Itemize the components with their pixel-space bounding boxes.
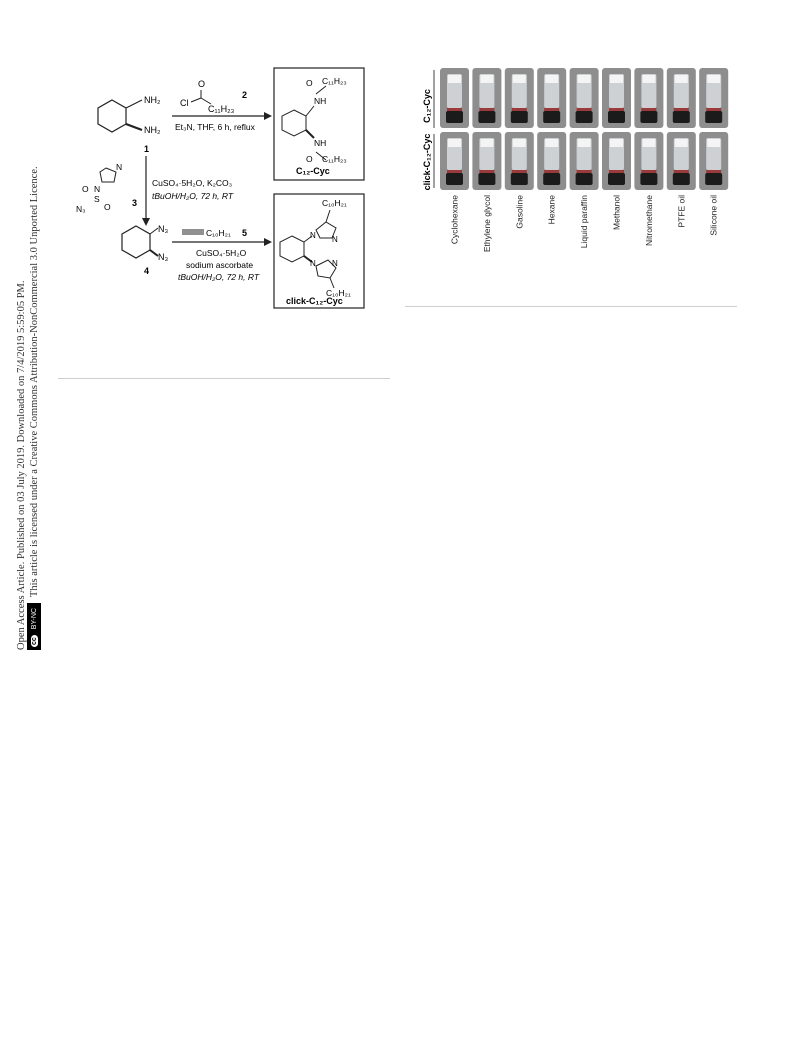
svg-text:N₃: N₃ bbox=[158, 224, 169, 234]
solvent-label: Hexane bbox=[546, 195, 557, 225]
divider-right bbox=[405, 306, 737, 307]
vial-cell bbox=[537, 68, 566, 128]
svg-text:N: N bbox=[94, 184, 101, 194]
vial-cell bbox=[505, 68, 534, 128]
reagent-3 bbox=[76, 162, 137, 214]
vial-cell bbox=[602, 68, 631, 128]
svg-text:N: N bbox=[310, 259, 316, 268]
row-label-c12-cyc: C₁₂-Cyc bbox=[422, 89, 432, 123]
svg-text:4: 4 bbox=[144, 266, 150, 276]
solvent-label: Ethylene glycol bbox=[481, 195, 492, 253]
svg-text:S: S bbox=[94, 194, 100, 204]
step2-line1: CuSO₄·5H₂O, K₂CO₃ bbox=[152, 178, 233, 188]
svg-text:O: O bbox=[82, 184, 89, 194]
license-badge-text: BY-NC bbox=[30, 608, 38, 630]
svg-text:N: N bbox=[116, 162, 123, 172]
svg-text:1: 1 bbox=[144, 144, 150, 154]
margin-note-line2: This article is licensed under a Creative Commons Attribution-NonCommercial 3.0 Unported Licence. bbox=[28, 166, 40, 598]
svg-text:2: 2 bbox=[242, 90, 248, 100]
step1-conditions: Et₃N, THF, 6 h, reflux bbox=[175, 122, 255, 132]
synthesis-scheme bbox=[60, 60, 380, 320]
vial-cell bbox=[570, 68, 599, 128]
compound-1 bbox=[98, 95, 161, 154]
solvent-label: Cyclohexane bbox=[449, 195, 460, 245]
vial-cell bbox=[699, 68, 728, 128]
vial-cell bbox=[440, 68, 469, 128]
svg-text:N: N bbox=[332, 259, 338, 268]
cc-license-badge[interactable] bbox=[27, 603, 41, 650]
reagent-2 bbox=[180, 79, 247, 114]
solvent-label: Silicone oil bbox=[708, 195, 719, 236]
vial-cell bbox=[634, 132, 663, 190]
svg-text:NH: NH bbox=[314, 138, 327, 148]
vial-cell bbox=[667, 68, 696, 128]
vial-cell bbox=[699, 132, 728, 190]
arrow-step3 bbox=[172, 238, 272, 246]
svg-text:O: O bbox=[198, 79, 206, 89]
svg-text:NH₂: NH₂ bbox=[144, 125, 161, 135]
vial-cell bbox=[472, 68, 501, 128]
cc-icon: cc bbox=[30, 637, 38, 645]
svg-text:C₁₁H₂₃: C₁₁H₂₃ bbox=[322, 154, 347, 164]
svg-text:O: O bbox=[306, 78, 313, 88]
vial-cell bbox=[602, 132, 631, 190]
svg-text:O: O bbox=[104, 202, 111, 212]
svg-text:C₁₂-Cyc: C₁₂-Cyc bbox=[296, 166, 330, 176]
compound-4 bbox=[122, 224, 168, 276]
svg-text:N₃: N₃ bbox=[158, 252, 169, 262]
svg-text:O: O bbox=[306, 154, 313, 164]
vial-cell bbox=[667, 132, 696, 190]
solvent-label: Liquid paraffin bbox=[579, 195, 590, 249]
vial-cell bbox=[570, 132, 599, 190]
solvent-label: Nitromethane bbox=[643, 195, 654, 247]
solvent-label: PTFE oil bbox=[676, 195, 687, 228]
svg-text:N: N bbox=[310, 231, 316, 240]
svg-text:NH: NH bbox=[314, 96, 327, 106]
svg-text:C₁₀H₂₁: C₁₀H₂₁ bbox=[326, 288, 351, 298]
license-line bbox=[27, 110, 41, 650]
vial-cell bbox=[472, 132, 501, 190]
svg-text:N₃: N₃ bbox=[76, 204, 86, 214]
solvent-label: Gasoline bbox=[514, 195, 525, 229]
vial-cell bbox=[537, 132, 566, 190]
step3-line2: sodium ascorbate bbox=[186, 260, 254, 270]
step3-line1: CuSO₄·5H₂O bbox=[196, 248, 247, 258]
svg-text:C₁₁H₂₃: C₁₁H₂₃ bbox=[322, 76, 347, 86]
divider-left bbox=[58, 378, 390, 379]
svg-text:Cl: Cl bbox=[180, 98, 189, 108]
svg-text:C₁₁H₂₃: C₁₁H₂₃ bbox=[208, 104, 235, 114]
solvent-label: Methanol bbox=[611, 195, 622, 230]
svg-text:C₁₀H₂₁: C₁₀H₂₁ bbox=[206, 228, 231, 238]
svg-text:C₁₀H₂₁: C₁₀H₂₁ bbox=[322, 198, 347, 208]
svg-text:3: 3 bbox=[132, 198, 138, 208]
product-c12-cyc bbox=[274, 68, 364, 180]
vial-cell bbox=[634, 68, 663, 128]
vial-cell bbox=[440, 132, 469, 190]
margin-note-line1: Open Access Article. Published on 03 July 2019. Downloaded on 7/4/2019 5:59:05 PM. bbox=[16, 280, 27, 650]
vial-cell bbox=[505, 132, 534, 190]
row-label-click-c12-cyc: click-C₁₂-Cyc bbox=[422, 133, 432, 191]
svg-text:NH₂: NH₂ bbox=[144, 95, 161, 105]
arrow-step2 bbox=[142, 156, 150, 226]
svg-text:click-C₁₂-Cyc: click-C₁₂-Cyc bbox=[286, 296, 343, 306]
step2-line2: tBuOH/H₂O, 72 h, RT bbox=[152, 191, 234, 201]
product-click-c12-cyc bbox=[274, 194, 364, 308]
vial-photo-grid bbox=[410, 60, 740, 260]
step3-line3: tBuOH/H₂O, 72 h, RT bbox=[178, 272, 260, 282]
svg-text:5: 5 bbox=[242, 228, 248, 238]
svg-text:N: N bbox=[332, 235, 338, 244]
reagent-5 bbox=[182, 228, 247, 238]
